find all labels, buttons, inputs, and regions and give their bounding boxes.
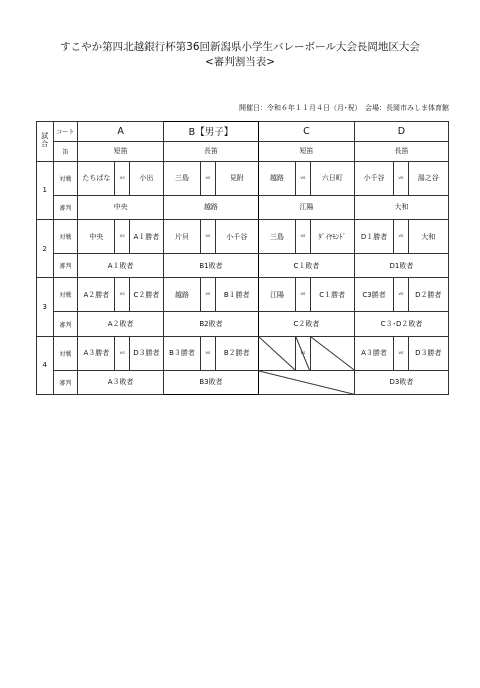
court-b-team-1: 越路 xyxy=(163,278,200,312)
court-c-referee xyxy=(258,370,354,394)
court-c-team-2 xyxy=(310,336,354,370)
round-number: 3 xyxy=(37,278,54,336)
court-b-header: B【男子】 xyxy=(163,122,258,142)
vs-label: vs xyxy=(394,161,408,195)
court-b-referee: B2敗者 xyxy=(163,312,258,336)
round-1-referee-row xyxy=(37,195,449,219)
title-line-1: すこやか第四北越銀行杯第36回新潟県小学生バレーボール大会長岡地区大会 xyxy=(60,41,420,53)
title-line-2: <審判割当表> xyxy=(204,56,276,68)
court-a-referee: A１敗者 xyxy=(78,254,164,278)
vs-label: vs xyxy=(394,219,408,253)
court-d-team-2: D３勝者 xyxy=(408,336,448,370)
not-used-diagonal xyxy=(259,371,354,394)
court-a-team-2: 小出 xyxy=(129,161,163,195)
vs-label: vs xyxy=(394,278,408,312)
vs-label: vs xyxy=(300,350,306,356)
vs-label: vs xyxy=(296,278,310,312)
court-a-team-1: A２勝者 xyxy=(78,278,115,312)
vs-label xyxy=(296,336,310,370)
court-d-whistle: 長笛 xyxy=(354,141,448,161)
court-a-team-1: 中央 xyxy=(78,219,115,253)
round-3-match-row xyxy=(37,278,449,312)
court-d-team-1: A３勝者 xyxy=(354,336,393,370)
court-a-whistle: 短笛 xyxy=(78,141,164,161)
court-a-team-1: たちばな xyxy=(78,161,115,195)
court-d-team-1: C3勝者 xyxy=(354,278,393,312)
court-c-header: C xyxy=(258,122,354,142)
court-d-team-2: 大和 xyxy=(408,219,448,253)
court-d-referee: C３･D２敗者 xyxy=(354,312,448,336)
court-c-whistle: 短笛 xyxy=(258,141,354,161)
not-used-diagonal xyxy=(259,337,295,370)
round-3-referee-row xyxy=(37,312,449,336)
vs-label: vs xyxy=(201,219,215,253)
vs-label: vs xyxy=(115,278,129,312)
court-a-referee: A２敗者 xyxy=(78,312,164,336)
match-label: 対戦 xyxy=(53,219,78,253)
court-b-team-1: 三島 xyxy=(163,161,200,195)
vs-label: vs xyxy=(115,336,129,370)
court-b-team-2: 小千谷 xyxy=(215,219,258,253)
court-d-team-1: 小千谷 xyxy=(354,161,393,195)
court-d-team-2: 湯之谷 xyxy=(408,161,448,195)
court-b-referee: 越路 xyxy=(163,195,258,219)
header-court-label: コート xyxy=(53,122,78,142)
round-1-match-row xyxy=(37,161,449,195)
vs-label: vs xyxy=(115,219,129,253)
court-b-team-1: B３勝者 xyxy=(163,336,200,370)
round-4-referee-row xyxy=(37,370,449,394)
vs-label: vs xyxy=(394,336,408,370)
referee-label: 審判 xyxy=(53,312,78,336)
court-a-team-1: A３勝者 xyxy=(78,336,115,370)
court-d-referee: D3敗者 xyxy=(354,370,448,394)
court-b-referee: B1敗者 xyxy=(163,254,258,278)
not-used-diagonal xyxy=(311,337,354,370)
page-title xyxy=(0,40,480,70)
header-fue-label: 笛 xyxy=(53,141,78,161)
court-b-team-2: B１勝者 xyxy=(215,278,258,312)
court-c-referee: C２敗者 xyxy=(258,312,354,336)
referee-label: 審判 xyxy=(53,254,78,278)
court-a-referee: 中央 xyxy=(78,195,164,219)
court-d-referee: 大和 xyxy=(354,195,448,219)
round-2-match-row xyxy=(37,219,449,253)
court-d-header: D xyxy=(354,122,448,142)
court-c-team-2: ﾀﾞｲﾔﾓﾝﾄﾞ xyxy=(310,219,354,253)
court-c-team-1: 三島 xyxy=(258,219,295,253)
round-4-match-row xyxy=(37,336,449,370)
vs-label: vs xyxy=(201,336,215,370)
round-number: 1 xyxy=(37,161,54,219)
court-a-header: A xyxy=(78,122,164,142)
event-info: 開催日：令和６年１１月４日（月･祝） 会場：長岡市みしま体育館 xyxy=(239,104,449,112)
court-b-whistle: 長笛 xyxy=(163,141,258,161)
court-a-referee: A３敗者 xyxy=(78,370,164,394)
court-a-team-2: A１勝者 xyxy=(129,219,163,253)
match-label: 対戦 xyxy=(53,278,78,312)
vs-label: vs xyxy=(201,161,215,195)
court-c-team-1: 江陽 xyxy=(258,278,295,312)
court-d-team-2: D２勝者 xyxy=(408,278,448,312)
round-number: 2 xyxy=(37,219,54,277)
vs-label: vs xyxy=(296,219,310,253)
court-c-referee: C１敗者 xyxy=(258,254,354,278)
court-a-team-2: D３勝者 xyxy=(129,336,163,370)
court-c-team-1: 越路 xyxy=(258,161,295,195)
vs-label: vs xyxy=(201,278,215,312)
court-b-team-2: B２勝者 xyxy=(215,336,258,370)
match-label: 対戦 xyxy=(53,161,78,195)
round-number: 4 xyxy=(37,336,54,394)
court-d-team-1: D１勝者 xyxy=(354,219,393,253)
court-c-team-1 xyxy=(258,336,295,370)
court-b-team-2: 見附 xyxy=(215,161,258,195)
court-d-referee: D1敗者 xyxy=(354,254,448,278)
schedule-body xyxy=(37,122,449,395)
referee-label: 審判 xyxy=(53,195,78,219)
court-a-team-2: C２勝者 xyxy=(129,278,163,312)
court-b-referee: B3敗者 xyxy=(163,370,258,394)
match-label: 対戦 xyxy=(53,336,78,370)
vs-label: vs xyxy=(115,161,129,195)
round-2-referee-row xyxy=(37,254,449,278)
court-b-team-1: 片貝 xyxy=(163,219,200,253)
header-shiai: 試合 xyxy=(37,122,54,162)
court-c-team-2: C１勝者 xyxy=(310,278,354,312)
referee-schedule-table xyxy=(36,121,449,395)
court-c-referee: 江陽 xyxy=(258,195,354,219)
referee-label: 審判 xyxy=(53,370,78,394)
court-c-team-2: 六日町 xyxy=(310,161,354,195)
vs-label: vs xyxy=(296,161,310,195)
